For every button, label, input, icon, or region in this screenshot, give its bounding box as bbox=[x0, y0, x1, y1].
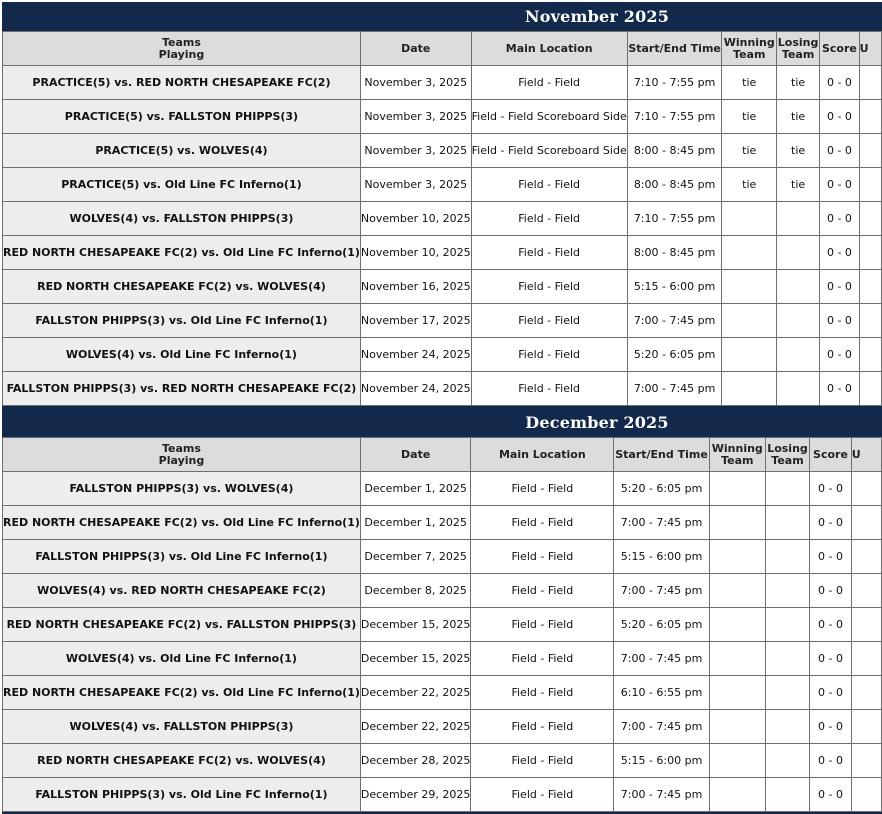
extra-cell bbox=[851, 574, 881, 608]
extra-cell bbox=[859, 372, 881, 406]
losing-team-cell: tie bbox=[776, 134, 819, 168]
month-section bbox=[2, 408, 882, 814]
extra-cell bbox=[859, 66, 881, 100]
winning-team-cell: tie bbox=[722, 134, 776, 168]
losing-team-cell bbox=[765, 744, 809, 778]
teams-cell: PRACTICE(5) vs. WOLVES(4) bbox=[3, 134, 361, 168]
teams-cell: RED NORTH CHESAPEAKE FC(2) vs. Old Line FC Inferno(1) bbox=[3, 676, 361, 710]
losing-team-cell: tie bbox=[776, 100, 819, 134]
game-row bbox=[3, 66, 882, 100]
score-cell: 0 - 0 bbox=[810, 540, 852, 574]
teams-cell: WOLVES(4) vs. RED NORTH CHESAPEAKE FC(2) bbox=[3, 574, 361, 608]
date-cell: December 1, 2025 bbox=[360, 472, 471, 506]
losing-team-cell bbox=[765, 574, 809, 608]
losing-team-cell bbox=[776, 270, 819, 304]
schedule-container bbox=[2, 2, 882, 814]
extra-cell bbox=[859, 100, 881, 134]
teams-header-label: Teams bbox=[161, 441, 201, 455]
teams-cell: WOLVES(4) vs. Old Line FC Inferno(1) bbox=[3, 642, 361, 676]
extra-cell bbox=[859, 304, 881, 338]
extra-cell bbox=[859, 270, 881, 304]
date-header bbox=[360, 438, 471, 472]
date-header-label: Date bbox=[401, 447, 431, 461]
time-cell: 7:00 - 7:45 pm bbox=[614, 642, 710, 676]
game-row bbox=[3, 270, 882, 304]
date-cell: November 3, 2025 bbox=[360, 100, 471, 134]
losing-team-header bbox=[776, 32, 819, 66]
losing-team-cell: tie bbox=[776, 66, 819, 100]
date-cell: December 22, 2025 bbox=[360, 710, 471, 744]
extra-cell bbox=[851, 778, 881, 812]
time-cell: 7:00 - 7:45 pm bbox=[627, 372, 722, 406]
winning-team-cell bbox=[709, 608, 765, 642]
month-section bbox=[2, 2, 882, 408]
time-cell: 5:20 - 6:05 pm bbox=[614, 472, 710, 506]
winning-team-cell bbox=[722, 202, 776, 236]
location-cell: Field - Field bbox=[471, 472, 614, 506]
losing-team-header-label: Team bbox=[771, 453, 804, 467]
date-cell: December 1, 2025 bbox=[360, 506, 471, 540]
date-cell: November 17, 2025 bbox=[360, 304, 471, 338]
score-cell: 0 - 0 bbox=[810, 472, 852, 506]
teams-cell: FALLSTON PHIPPS(3) vs. Old Line FC Inferno(1) bbox=[3, 304, 361, 338]
time-cell: 5:20 - 6:05 pm bbox=[614, 608, 710, 642]
location-cell: Field - Field bbox=[471, 202, 627, 236]
losing-team-cell bbox=[765, 540, 809, 574]
time-cell: 7:00 - 7:45 pm bbox=[614, 506, 710, 540]
teams-cell: RED NORTH CHESAPEAKE FC(2) vs. WOLVES(4) bbox=[3, 270, 361, 304]
game-row bbox=[3, 202, 882, 236]
score-cell: 0 - 0 bbox=[820, 270, 859, 304]
winning-team-cell bbox=[722, 372, 776, 406]
date-cell: November 3, 2025 bbox=[360, 134, 471, 168]
date-cell: November 24, 2025 bbox=[360, 338, 471, 372]
winning-team-cell bbox=[709, 744, 765, 778]
time-header-label: Start/End Time bbox=[628, 41, 721, 55]
time-cell: 7:10 - 7:55 pm bbox=[627, 202, 722, 236]
losing-team-header bbox=[765, 438, 809, 472]
header-row bbox=[3, 32, 882, 66]
game-row bbox=[3, 710, 882, 744]
extra-cell bbox=[859, 338, 881, 372]
date-cell: December 22, 2025 bbox=[360, 676, 471, 710]
time-cell: 5:15 - 6:00 pm bbox=[614, 744, 710, 778]
time-cell: 8:00 - 8:45 pm bbox=[627, 134, 722, 168]
extra-header-label: U bbox=[851, 447, 861, 461]
score-header-label: Score bbox=[813, 447, 848, 461]
location-header bbox=[471, 32, 627, 66]
winning-team-cell bbox=[709, 778, 765, 812]
winning-team-cell: tie bbox=[722, 66, 776, 100]
time-cell: 8:00 - 8:45 pm bbox=[627, 236, 722, 270]
time-cell: 6:10 - 6:55 pm bbox=[614, 676, 710, 710]
winning-team-header-label: Winning bbox=[723, 35, 775, 49]
losing-team-cell bbox=[765, 642, 809, 676]
teams-header-label: Playing bbox=[158, 47, 205, 61]
losing-team-cell bbox=[765, 608, 809, 642]
score-header bbox=[820, 32, 859, 66]
game-row bbox=[3, 540, 882, 574]
game-row bbox=[3, 506, 882, 540]
score-cell: 0 - 0 bbox=[820, 202, 859, 236]
winning-team-header bbox=[722, 32, 776, 66]
teams-header bbox=[3, 32, 361, 66]
losing-team-cell bbox=[765, 778, 809, 812]
winning-team-cell bbox=[722, 338, 776, 372]
teams-cell: FALLSTON PHIPPS(3) vs. WOLVES(4) bbox=[3, 472, 361, 506]
location-header-label: Main Location bbox=[505, 41, 593, 55]
time-header-label: Start/End Time bbox=[615, 447, 708, 461]
extra-cell bbox=[851, 608, 881, 642]
header-row bbox=[3, 438, 882, 472]
score-cell: 0 - 0 bbox=[820, 100, 859, 134]
location-cell: Field - Field Scoreboard Side bbox=[471, 134, 627, 168]
date-header bbox=[360, 32, 471, 66]
game-row bbox=[3, 574, 882, 608]
location-cell: Field - Field bbox=[471, 236, 627, 270]
time-cell: 7:10 - 7:55 pm bbox=[627, 66, 722, 100]
winning-team-cell bbox=[722, 236, 776, 270]
score-cell: 0 - 0 bbox=[820, 304, 859, 338]
teams-cell: FALLSTON PHIPPS(3) vs. RED NORTH CHESAPEAKE FC(2) bbox=[3, 372, 361, 406]
teams-cell: PRACTICE(5) vs. FALLSTON PHIPPS(3) bbox=[3, 100, 361, 134]
score-header bbox=[810, 438, 852, 472]
extra-cell bbox=[859, 134, 881, 168]
game-row bbox=[3, 134, 882, 168]
score-cell: 0 - 0 bbox=[810, 642, 852, 676]
losing-team-cell bbox=[765, 506, 809, 540]
winning-team-cell bbox=[722, 304, 776, 338]
score-cell: 0 - 0 bbox=[820, 168, 859, 202]
teams-cell: RED NORTH CHESAPEAKE FC(2) vs. Old Line FC Inferno(1) bbox=[3, 506, 361, 540]
winning-team-cell bbox=[709, 472, 765, 506]
winning-team-header bbox=[709, 438, 765, 472]
game-row bbox=[3, 608, 882, 642]
teams-cell: FALLSTON PHIPPS(3) vs. Old Line FC Inferno(1) bbox=[3, 778, 361, 812]
date-cell: December 7, 2025 bbox=[360, 540, 471, 574]
game-row bbox=[3, 100, 882, 134]
teams-cell: FALLSTON PHIPPS(3) vs. Old Line FC Inferno(1) bbox=[3, 540, 361, 574]
score-cell: 0 - 0 bbox=[810, 676, 852, 710]
teams-cell: WOLVES(4) vs. FALLSTON PHIPPS(3) bbox=[3, 202, 361, 236]
game-row bbox=[3, 472, 882, 506]
losing-team-cell: tie bbox=[776, 168, 819, 202]
extra-cell bbox=[851, 472, 881, 506]
game-row bbox=[3, 338, 882, 372]
extra-cell bbox=[851, 710, 881, 744]
date-cell: December 29, 2025 bbox=[360, 778, 471, 812]
losing-team-header-label: Team bbox=[781, 47, 815, 61]
losing-team-cell bbox=[776, 236, 819, 270]
extra-cell bbox=[859, 236, 881, 270]
winning-team-cell bbox=[722, 270, 776, 304]
teams-cell: WOLVES(4) vs. FALLSTON PHIPPS(3) bbox=[3, 710, 361, 744]
date-cell: December 15, 2025 bbox=[360, 642, 471, 676]
date-cell: November 24, 2025 bbox=[360, 372, 471, 406]
location-cell: Field - Field bbox=[471, 372, 627, 406]
date-cell: November 10, 2025 bbox=[360, 236, 471, 270]
time-header bbox=[627, 32, 722, 66]
location-cell: Field - Field bbox=[471, 574, 614, 608]
date-cell: December 8, 2025 bbox=[360, 574, 471, 608]
extra-cell bbox=[851, 540, 881, 574]
date-cell: November 3, 2025 bbox=[360, 168, 471, 202]
date-cell: November 16, 2025 bbox=[360, 270, 471, 304]
winning-team-cell bbox=[709, 710, 765, 744]
extra-cell bbox=[851, 506, 881, 540]
location-cell: Field - Field bbox=[471, 168, 627, 202]
extra-cell bbox=[851, 676, 881, 710]
game-row bbox=[3, 236, 882, 270]
losing-team-cell bbox=[776, 304, 819, 338]
winning-team-cell bbox=[709, 642, 765, 676]
score-cell: 0 - 0 bbox=[810, 778, 852, 812]
score-cell: 0 - 0 bbox=[810, 506, 852, 540]
score-cell: 0 - 0 bbox=[820, 66, 859, 100]
losing-team-cell bbox=[765, 676, 809, 710]
losing-team-header-label: Losing bbox=[767, 441, 808, 455]
month-title: November 2025 bbox=[524, 7, 670, 26]
location-cell: Field - Field Scoreboard Side bbox=[471, 100, 627, 134]
winning-team-cell bbox=[709, 540, 765, 574]
extra-header bbox=[851, 438, 881, 472]
schedule-table bbox=[2, 31, 882, 406]
game-row bbox=[3, 744, 882, 778]
game-row bbox=[3, 304, 882, 338]
winning-team-cell bbox=[709, 574, 765, 608]
date-cell: December 28, 2025 bbox=[360, 744, 471, 778]
time-cell: 5:15 - 6:00 pm bbox=[614, 540, 710, 574]
extra-header-label: U bbox=[859, 41, 869, 55]
teams-cell: PRACTICE(5) vs. Old Line FC Inferno(1) bbox=[3, 168, 361, 202]
location-cell: Field - Field bbox=[471, 744, 614, 778]
score-cell: 0 - 0 bbox=[810, 744, 852, 778]
extra-cell bbox=[859, 202, 881, 236]
time-cell: 5:15 - 6:00 pm bbox=[627, 270, 722, 304]
location-cell: Field - Field bbox=[471, 540, 614, 574]
game-row bbox=[3, 642, 882, 676]
time-cell: 7:00 - 7:45 pm bbox=[614, 778, 710, 812]
winning-team-header-label: Winning bbox=[711, 441, 763, 455]
location-cell: Field - Field bbox=[471, 304, 627, 338]
teams-header-label: Playing bbox=[158, 453, 205, 467]
losing-team-cell bbox=[765, 472, 809, 506]
date-header-label: Date bbox=[401, 41, 431, 55]
location-cell: Field - Field bbox=[471, 778, 614, 812]
location-cell: Field - Field bbox=[471, 270, 627, 304]
losing-team-cell bbox=[765, 710, 809, 744]
score-cell: 0 - 0 bbox=[810, 608, 852, 642]
extra-cell bbox=[851, 744, 881, 778]
location-header-label: Main Location bbox=[498, 447, 586, 461]
time-cell: 7:00 - 7:45 pm bbox=[627, 304, 722, 338]
location-header bbox=[471, 438, 614, 472]
losing-team-header-label: Losing bbox=[777, 35, 819, 49]
date-cell: December 15, 2025 bbox=[360, 608, 471, 642]
extra-cell bbox=[851, 642, 881, 676]
location-cell: Field - Field bbox=[471, 66, 627, 100]
teams-cell: RED NORTH CHESAPEAKE FC(2) vs. Old Line FC Inferno(1) bbox=[3, 236, 361, 270]
date-cell: November 3, 2025 bbox=[360, 66, 471, 100]
time-cell: 5:20 - 6:05 pm bbox=[627, 338, 722, 372]
winning-team-cell: tie bbox=[722, 168, 776, 202]
losing-team-cell bbox=[776, 372, 819, 406]
time-cell: 8:00 - 8:45 pm bbox=[627, 168, 722, 202]
score-cell: 0 - 0 bbox=[820, 236, 859, 270]
game-row bbox=[3, 372, 882, 406]
time-cell: 7:00 - 7:45 pm bbox=[614, 710, 710, 744]
teams-header-label: Teams bbox=[161, 35, 201, 49]
schedule-table bbox=[2, 437, 882, 812]
winning-team-header-label: Team bbox=[721, 453, 754, 467]
score-cell: 0 - 0 bbox=[820, 372, 859, 406]
teams-header bbox=[3, 438, 361, 472]
game-row bbox=[3, 168, 882, 202]
winning-team-cell bbox=[709, 506, 765, 540]
location-cell: Field - Field bbox=[471, 608, 614, 642]
teams-cell: RED NORTH CHESAPEAKE FC(2) vs. WOLVES(4) bbox=[3, 744, 361, 778]
game-row bbox=[3, 778, 882, 812]
winning-team-cell bbox=[709, 676, 765, 710]
score-header-label: Score bbox=[821, 41, 857, 55]
date-cell: November 10, 2025 bbox=[360, 202, 471, 236]
score-cell: 0 - 0 bbox=[810, 574, 852, 608]
winning-team-cell: tie bbox=[722, 100, 776, 134]
month-title: December 2025 bbox=[525, 413, 669, 432]
location-cell: Field - Field bbox=[471, 506, 614, 540]
losing-team-cell bbox=[776, 338, 819, 372]
winning-team-header-label: Team bbox=[733, 47, 766, 61]
teams-cell: WOLVES(4) vs. Old Line FC Inferno(1) bbox=[3, 338, 361, 372]
extra-header bbox=[859, 32, 881, 66]
score-cell: 0 - 0 bbox=[820, 338, 859, 372]
time-header bbox=[614, 438, 710, 472]
location-cell: Field - Field bbox=[471, 676, 614, 710]
losing-team-cell bbox=[776, 202, 819, 236]
time-cell: 7:00 - 7:45 pm bbox=[614, 574, 710, 608]
game-row bbox=[3, 676, 882, 710]
teams-cell: RED NORTH CHESAPEAKE FC(2) vs. FALLSTON PHIPPS(3) bbox=[3, 608, 361, 642]
score-cell: 0 - 0 bbox=[810, 710, 852, 744]
location-cell: Field - Field bbox=[471, 642, 614, 676]
teams-cell: PRACTICE(5) vs. RED NORTH CHESAPEAKE FC(2) bbox=[3, 66, 361, 100]
extra-cell bbox=[859, 168, 881, 202]
location-cell: Field - Field bbox=[471, 710, 614, 744]
location-cell: Field - Field bbox=[471, 338, 627, 372]
score-cell: 0 - 0 bbox=[820, 134, 859, 168]
time-cell: 7:10 - 7:55 pm bbox=[627, 100, 722, 134]
